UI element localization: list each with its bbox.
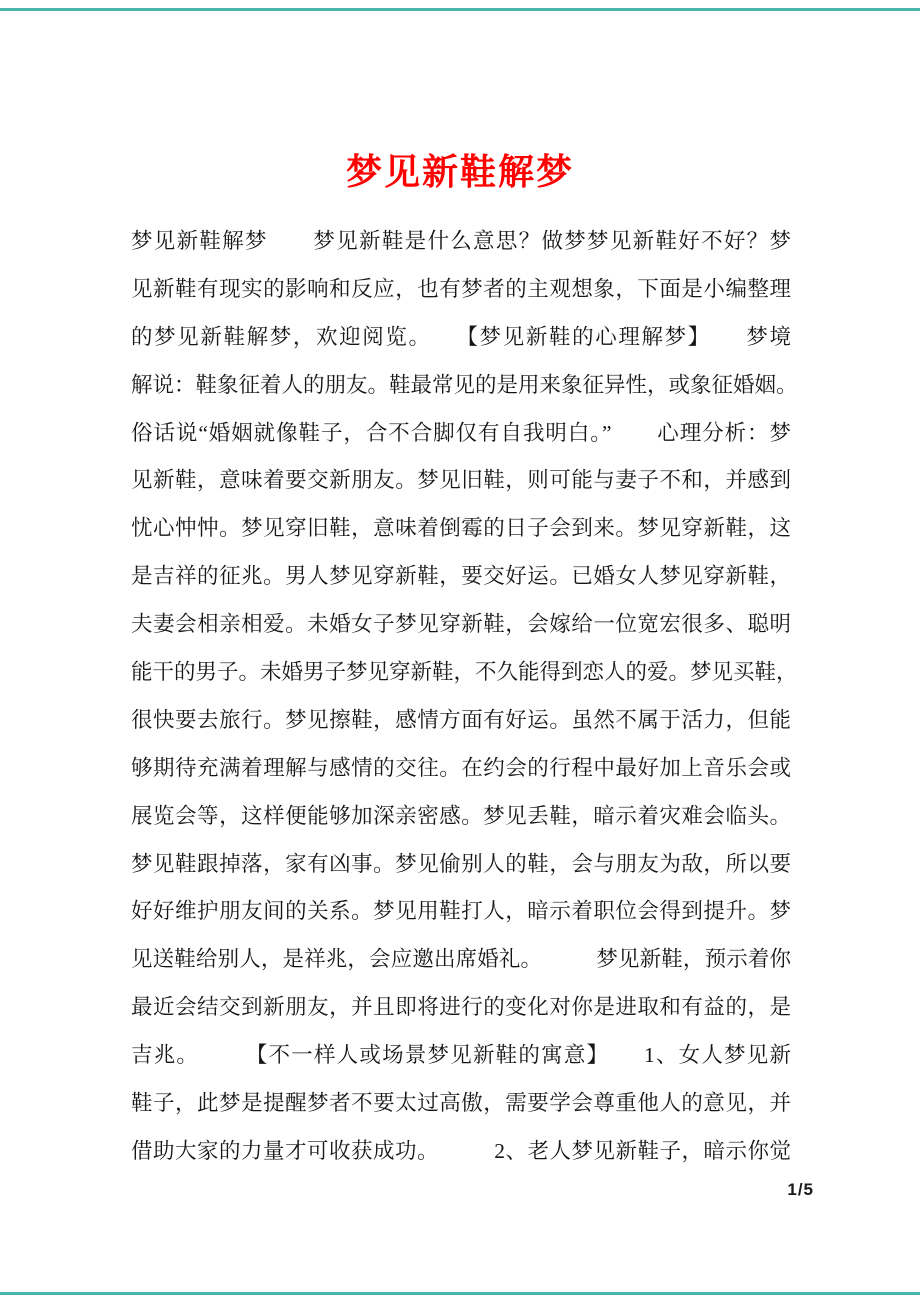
document-text-line: 梦见鞋跟掉落，家有凶事。梦见偷别人的鞋，会与朋友为敌，所以要: [131, 851, 791, 876]
top-accent-rule: [0, 8, 920, 11]
document-text-line: 鞋子，此梦是提醒梦者不要太过高傲，需要学会尊重他人的意见，并: [131, 1091, 791, 1116]
document-text-line: 见送鞋给别人，是祥兆，会应邀出席婚礼。 梦见新鞋，预示着你: [131, 947, 791, 972]
page-number: 1/5: [787, 1180, 814, 1199]
document-text-line: 夫妻会相亲相爱。未婚女子梦见穿新鞋，会嫁给一位宽宏很多、聪明: [131, 612, 791, 637]
document-text-line: 够期待充满着理解与感情的交往。在约会的行程中最好加上音乐会或: [131, 755, 791, 780]
bottom-accent-rule: [0, 1292, 920, 1295]
document-text-line: 俗话说“婚姻就像鞋子，合不合脚仅有自我明白。” 心理分析：梦: [131, 420, 791, 445]
document-text-line: 的梦见新鞋解梦，欢迎阅览。 【梦见新鞋的心理解梦】 梦境: [131, 324, 791, 349]
document-text-line: 见新鞋有现实的影响和反应，也有梦者的主观想象，下面是小编整理: [131, 276, 791, 301]
document-body: [131, 218, 798, 1176]
document-text-line: 见新鞋，意味着要交新朋友。梦见旧鞋，则可能与妻子不和，并感到: [131, 468, 791, 493]
document-text-line: 吉兆。 【不一样人或场景梦见新鞋的寓意】 1、女人梦见新: [131, 1043, 791, 1068]
document-text-line: 忧心忡忡。梦见穿旧鞋，意味着倒霉的日子会到来。梦见穿新鞋，这: [131, 516, 791, 541]
document-text-line: 很快要去旅行。梦见擦鞋，感情方面有好运。虽然不属于活力，但能: [131, 707, 791, 732]
document-text-line: 梦见新鞋解梦 梦见新鞋是什么意思？做梦梦见新鞋好不好？梦: [131, 229, 791, 253]
document-text-line: 好好维护朋友间的关系。梦见用鞋打人，暗示着职位会得到提升。梦: [131, 899, 791, 924]
document-text-line: 是吉祥的征兆。男人梦见穿新鞋，要交好运。已婚女人梦见穿新鞋，: [131, 564, 791, 589]
document-text-line: 最近会结交到新朋友，并且即将进行的变化对你是进取和有益的，是: [131, 995, 791, 1020]
document-text-line: 能干的男子。未婚男子梦见穿新鞋，不久能得到恋人的爱。梦见买鞋，: [131, 660, 798, 685]
document-text-line: 展览会等，这样便能够加深亲密感。梦见丢鞋，暗示着灾难会临头。: [131, 803, 791, 828]
document-text-line: 借助大家的力量才可收获成功。 2、老人梦见新鞋子，暗示你觉: [131, 1138, 791, 1163]
document-text-line: 解说：鞋象征着人的朋友。鞋最常见的是用来象征异性，或象征婚姻。: [131, 372, 798, 397]
document-title: 梦见新鞋解梦: [345, 152, 574, 192]
